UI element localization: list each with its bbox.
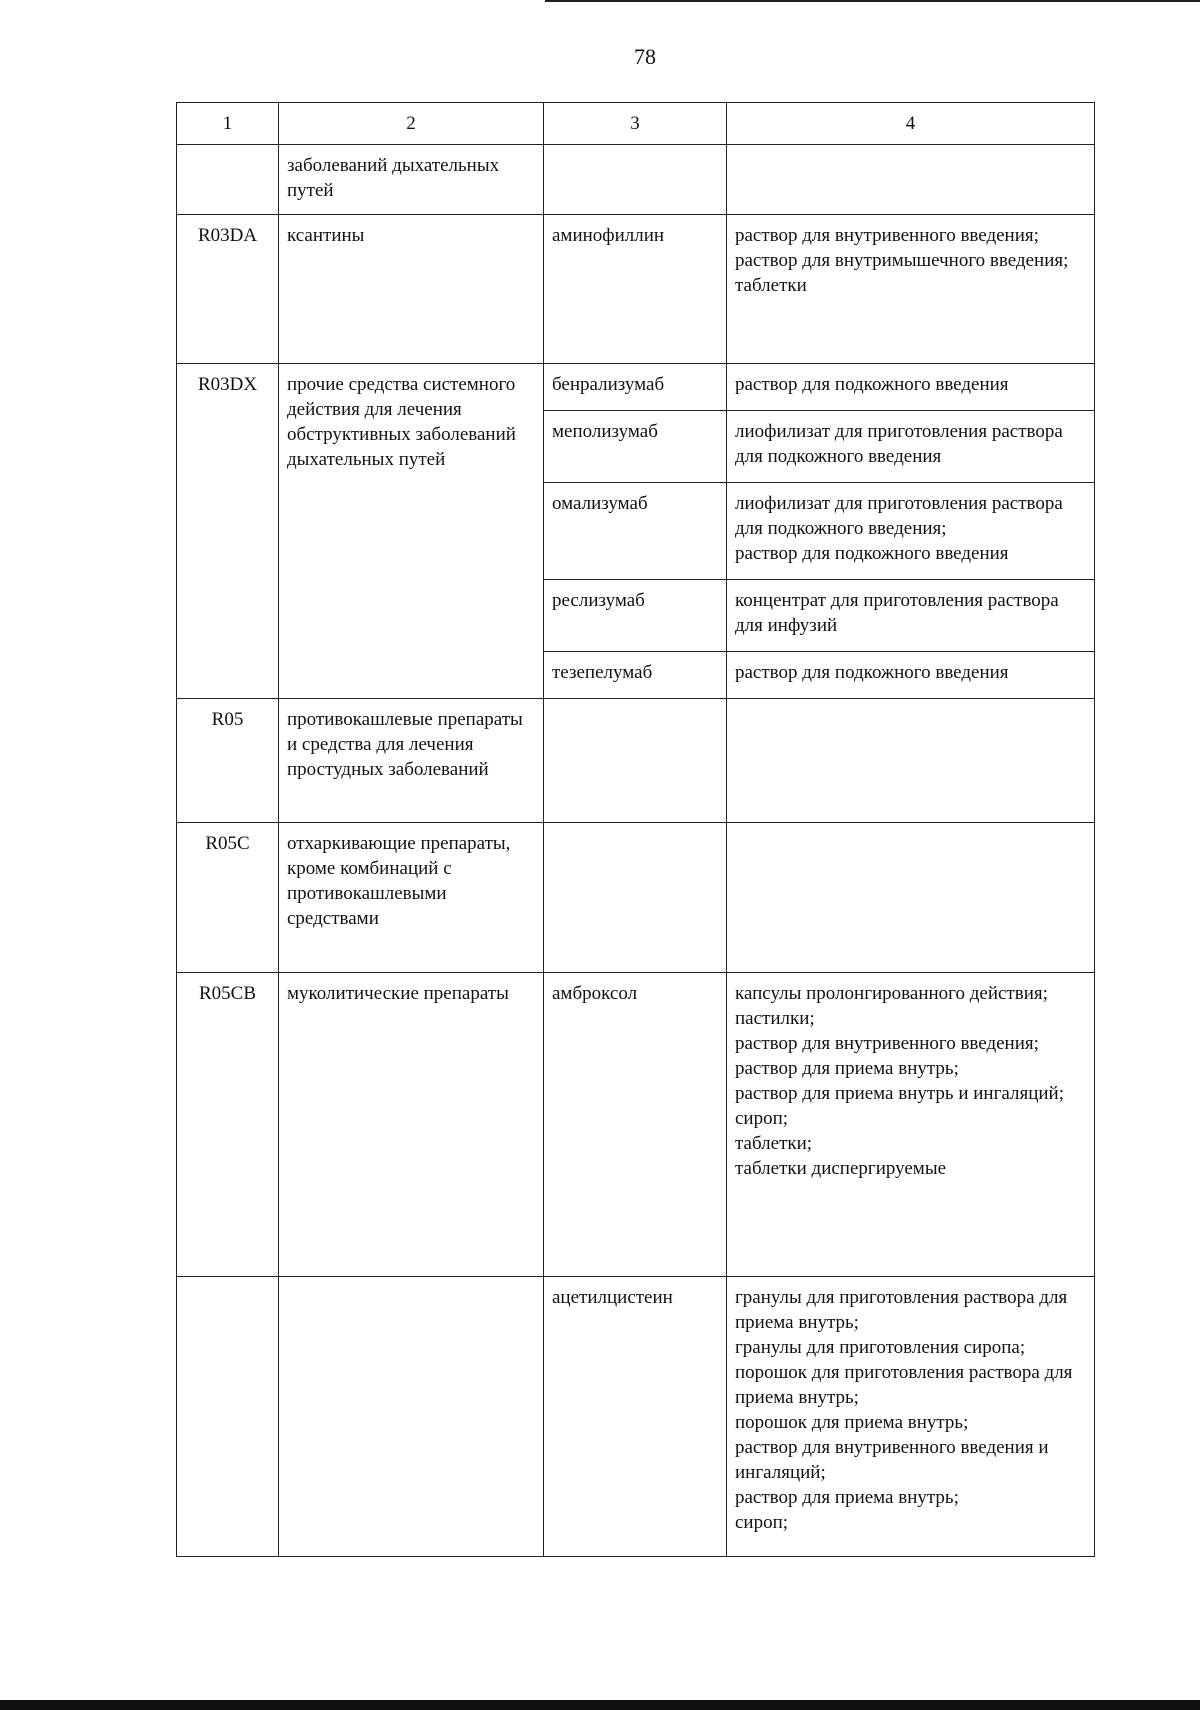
dosage-forms: [727, 1277, 1095, 1557]
dosage-form: раствор для внутримышечного введения;: [735, 250, 1069, 271]
dosage-forms: [727, 580, 1095, 652]
atc-code: R05CB: [177, 973, 279, 1277]
drug-name: аминофиллин: [544, 215, 727, 364]
atc-code: R05C: [177, 823, 279, 973]
table-row: [177, 1277, 1095, 1557]
dosage-form: порошок для приема внутрь;: [735, 1412, 969, 1433]
drug-name: бенрализумаб: [544, 364, 727, 411]
dosage-forms: [727, 411, 1095, 483]
group-name: прочие средства системного действия для лечения обструктивных заболеваний дыхательных путей: [279, 364, 544, 699]
dosage-form: раствор для внутривенного введения;: [735, 1033, 1039, 1054]
table-row: [177, 215, 1095, 364]
dosage-forms: [727, 215, 1095, 364]
header-col-4: 4: [727, 103, 1095, 145]
header-col-1: 1: [177, 103, 279, 145]
header-col-2: 2: [279, 103, 544, 145]
atc-code: [177, 1277, 279, 1557]
dosage-form: раствор для приема внутрь и ингаляций;: [735, 1083, 1064, 1104]
dosage-form: сироп;: [735, 1512, 789, 1533]
group-name: [279, 1277, 544, 1557]
bottom-scan-rule: [0, 1700, 1200, 1710]
dosage-form: раствор для приема внутрь;: [735, 1487, 959, 1508]
drug-name: омализумаб: [544, 483, 727, 580]
table-row: [177, 823, 1095, 973]
top-scan-rule: [545, 0, 1200, 2]
dosage-form: таблетки;: [735, 1133, 813, 1154]
table-row: [177, 364, 1095, 411]
header-col-3: 3: [544, 103, 727, 145]
drug-name: амброксол: [544, 973, 727, 1277]
atc-code: R03DA: [177, 215, 279, 364]
group-name: заболеваний дыхательных путей: [279, 145, 544, 215]
table-row: [177, 973, 1095, 1277]
dosage-form: раствор для приема внутрь;: [735, 1058, 959, 1079]
dosage-form: лиофилизат для приготовления раствора для подкожного введения: [735, 421, 1063, 467]
group-name: противокашлевые препараты и средства для лечения простудных заболеваний: [279, 699, 544, 823]
dosage-forms: [727, 973, 1095, 1277]
atc-code: [177, 145, 279, 215]
atc-code: R05: [177, 699, 279, 823]
dosage-form: гранулы для приготовления сиропа;: [735, 1337, 1026, 1358]
dosage-form: гранулы для приготовления раствора для приема внутрь;: [735, 1287, 1068, 1333]
page-number: 78: [634, 44, 656, 69]
dosage-form: раствор для подкожного введения: [735, 543, 1009, 564]
dosage-form: раствор для внутривенного введения;: [735, 225, 1039, 246]
drug-name: тезепелумаб: [544, 652, 727, 699]
drug-name: [544, 699, 727, 823]
drug-name: [544, 145, 727, 215]
drug-name: реслизумаб: [544, 580, 727, 652]
dosage-forms: [727, 652, 1095, 699]
dosage-forms: [727, 699, 1095, 823]
dosage-forms: [727, 145, 1095, 215]
dosage-form: раствор для внутривенного введения и ингаляций;: [735, 1437, 1049, 1483]
dosage-forms: [727, 823, 1095, 973]
table-header-row: [177, 103, 1095, 145]
dosage-form: концентрат для приготовления раствора для инфузий: [735, 590, 1059, 636]
table-row: [177, 699, 1095, 823]
dosage-form: лиофилизат для приготовления раствора для подкожного введения;: [735, 493, 1063, 539]
drug-table: [176, 102, 1095, 1557]
dosage-form: сироп;: [735, 1108, 789, 1129]
dosage-form: раствор для подкожного введения: [735, 374, 1009, 395]
dosage-form: капсулы пролонгированного действия;: [735, 983, 1048, 1004]
atc-code: R03DX: [177, 364, 279, 699]
dosage-form: раствор для подкожного введения: [735, 662, 1009, 683]
group-name: муколитические препараты: [279, 973, 544, 1277]
drug-name: меполизумаб: [544, 411, 727, 483]
drug-name: ацетилцистеин: [544, 1277, 727, 1557]
dosage-form: таблетки: [735, 275, 807, 296]
table-row: [177, 145, 1095, 215]
group-name: отхаркивающие препараты, кроме комбинаций с противокашлевыми средствами: [279, 823, 544, 973]
dosage-forms: [727, 364, 1095, 411]
drug-name: [544, 823, 727, 973]
dosage-form: порошок для приготовления раствора для приема внутрь;: [735, 1362, 1073, 1408]
dosage-form: таблетки диспергируемые: [735, 1158, 947, 1179]
group-name: ксантины: [279, 215, 544, 364]
dosage-form: пастилки;: [735, 1008, 815, 1029]
dosage-forms: [727, 483, 1095, 580]
